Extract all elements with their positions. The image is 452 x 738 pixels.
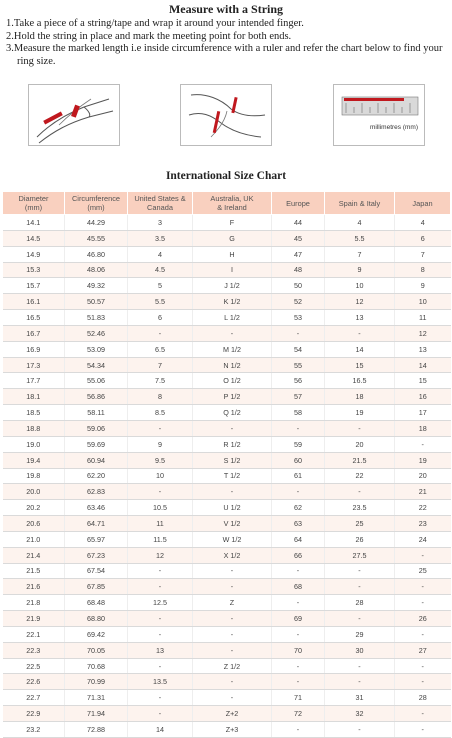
table-cell: 4: [128, 246, 193, 262]
table-cell: 64.71: [65, 516, 128, 532]
table-cell: 25: [325, 516, 395, 532]
table-cell: 44.29: [65, 215, 128, 231]
table-cell: 67.85: [65, 579, 128, 595]
table-cell: 7: [325, 246, 395, 262]
table-cell: 21.8: [3, 595, 65, 611]
table-cell: 13: [325, 310, 395, 326]
table-cell: 11: [395, 310, 451, 326]
size-chart-table: [2, 191, 451, 738]
table-row: [3, 674, 451, 690]
table-cell: 58.11: [65, 405, 128, 421]
table-cell: 63: [272, 516, 325, 532]
table-row: [3, 262, 451, 278]
step-2: 2.Hold the string in place and mark the meeting point for both ends.: [6, 30, 292, 42]
table-cell: 16: [395, 389, 451, 405]
table-cell: 50: [272, 278, 325, 294]
table-cell: 10.5: [128, 500, 193, 516]
table-cell: 70.05: [65, 642, 128, 658]
table-cell: 21.4: [3, 547, 65, 563]
table-cell: 8: [395, 262, 451, 278]
table-cell: -: [128, 563, 193, 579]
table-cell: -: [395, 674, 451, 690]
table-cell: 29: [325, 626, 395, 642]
table-cell: 21.5: [325, 452, 395, 468]
table-cell: 62.20: [65, 468, 128, 484]
table-cell: 60.94: [65, 452, 128, 468]
table-cell: -: [395, 626, 451, 642]
table-cell: 18: [325, 389, 395, 405]
table-cell: -: [272, 325, 325, 341]
table-cell: 44: [272, 215, 325, 231]
table-cell: 68.80: [65, 611, 128, 627]
table-row: [3, 722, 451, 738]
table-row: [3, 642, 451, 658]
table-cell: 4: [395, 215, 451, 231]
table-cell: 53: [272, 310, 325, 326]
table-cell: 9: [325, 262, 395, 278]
table-cell: 28: [325, 595, 395, 611]
table-row: [3, 500, 451, 516]
table-cell: 55.06: [65, 373, 128, 389]
table-cell: 18.8: [3, 420, 65, 436]
table-cell: 46.80: [65, 246, 128, 262]
table-cell: O 1/2: [193, 373, 272, 389]
table-cell: 16.5: [3, 310, 65, 326]
table-row: [3, 341, 451, 357]
table-cell: 4.5: [128, 262, 193, 278]
table-cell: 24: [395, 531, 451, 547]
table-row: [3, 579, 451, 595]
table-cell: -: [128, 706, 193, 722]
table-cell: 22.1: [3, 626, 65, 642]
table-cell: 13.5: [128, 674, 193, 690]
table-cell: 54: [272, 341, 325, 357]
table-cell: -: [325, 484, 395, 500]
table-cell: 12: [395, 325, 451, 341]
table-cell: 11: [128, 516, 193, 532]
table-row: [3, 310, 451, 326]
table-cell: 18.1: [3, 389, 65, 405]
table-cell: 14.5: [3, 230, 65, 246]
column-header: Spain & Italy: [325, 192, 395, 215]
table-cell: 52.46: [65, 325, 128, 341]
table-row: [3, 278, 451, 294]
table-row: [3, 215, 451, 231]
table-cell: -: [128, 658, 193, 674]
table-cell: 20.6: [3, 516, 65, 532]
table-cell: -: [325, 579, 395, 595]
table-cell: 12: [128, 547, 193, 563]
table-cell: 22: [325, 468, 395, 484]
table-cell: -: [272, 722, 325, 738]
table-cell: 65.97: [65, 531, 128, 547]
table-cell: -: [128, 420, 193, 436]
table-cell: Z+2: [193, 706, 272, 722]
table-cell: -: [193, 674, 272, 690]
table-cell: 71.94: [65, 706, 128, 722]
table-row: [3, 468, 451, 484]
table-cell: 69.42: [65, 626, 128, 642]
table-cell: 51.83: [65, 310, 128, 326]
table-cell: 26: [325, 531, 395, 547]
table-cell: 63.46: [65, 500, 128, 516]
table-cell: K 1/2: [193, 294, 272, 310]
table-cell: -: [128, 690, 193, 706]
table-cell: -: [193, 579, 272, 595]
table-cell: 61: [272, 468, 325, 484]
table-cell: 5.5: [325, 230, 395, 246]
table-cell: 21.0: [3, 531, 65, 547]
table-cell: 20: [395, 468, 451, 484]
table-cell: 14: [395, 357, 451, 373]
table-cell: 72.88: [65, 722, 128, 738]
table-cell: 14.1: [3, 215, 65, 231]
table-cell: 20.2: [3, 500, 65, 516]
table-cell: Z+3: [193, 722, 272, 738]
step-1: 1.Take a piece of a string/tape and wrap it around your intended finger.: [6, 18, 304, 29]
table-cell: 8.5: [128, 405, 193, 421]
table-cell: 9.5: [128, 452, 193, 468]
table-cell: J 1/2: [193, 278, 272, 294]
table-cell: -: [193, 325, 272, 341]
table-cell: 48.06: [65, 262, 128, 278]
table-row: [3, 436, 451, 452]
table-cell: 59.69: [65, 436, 128, 452]
table-cell: -: [395, 579, 451, 595]
table-row: [3, 706, 451, 722]
table-cell: 70.68: [65, 658, 128, 674]
table-cell: 6: [395, 230, 451, 246]
table-row: [3, 325, 451, 341]
table-cell: 17.7: [3, 373, 65, 389]
column-header: Australia, UK & Ireland: [193, 192, 272, 215]
table-cell: 70: [272, 642, 325, 658]
table-cell: 14.9: [3, 246, 65, 262]
step-3: 3.Measure the marked length i.e inside circumference with a ruler and refer the chart below to find your: [6, 43, 443, 54]
table-cell: 47: [272, 246, 325, 262]
table-row: [3, 420, 451, 436]
table-cell: 22: [395, 500, 451, 516]
table-cell: 48: [272, 262, 325, 278]
table-cell: I: [193, 262, 272, 278]
table-row: [3, 531, 451, 547]
table-cell: 19.0: [3, 436, 65, 452]
table-cell: 15: [325, 357, 395, 373]
table-cell: -: [325, 658, 395, 674]
table-row: [3, 516, 451, 532]
ruler-label: millimetres (mm): [369, 124, 419, 131]
table-cell: 9: [395, 278, 451, 294]
table-row: [3, 373, 451, 389]
table-cell: 70.99: [65, 674, 128, 690]
table-cell: -: [193, 642, 272, 658]
table-cell: 14: [128, 722, 193, 738]
table-cell: -: [395, 706, 451, 722]
table-cell: -: [272, 563, 325, 579]
table-cell: 55: [272, 357, 325, 373]
table-cell: 62.83: [65, 484, 128, 500]
table-cell: 62: [272, 500, 325, 516]
table-cell: 20: [325, 436, 395, 452]
table-cell: 5: [128, 278, 193, 294]
table-cell: 49.32: [65, 278, 128, 294]
table-cell: 31: [325, 690, 395, 706]
table-row: [3, 405, 451, 421]
column-header: Diameter (mm): [3, 192, 65, 215]
hand-with-string-icon: [29, 85, 119, 145]
table-cell: 19: [395, 452, 451, 468]
table-cell: 45.55: [65, 230, 128, 246]
table-cell: -: [128, 626, 193, 642]
table-cell: -: [395, 658, 451, 674]
size-chart-title: International Size Chart: [165, 170, 287, 182]
ruler-illustration: [333, 84, 425, 146]
table-cell: U 1/2: [193, 500, 272, 516]
table-cell: 18.5: [3, 405, 65, 421]
step-3-continued: ring size.: [17, 55, 56, 67]
table-row: [3, 230, 451, 246]
table-cell: -: [193, 563, 272, 579]
table-cell: -: [325, 563, 395, 579]
table-cell: 15.7: [3, 278, 65, 294]
table-cell: -: [325, 674, 395, 690]
wrap-string-illustration: [28, 84, 120, 146]
table-row: [3, 547, 451, 563]
table-cell: Z: [193, 595, 272, 611]
table-cell: 22.5: [3, 658, 65, 674]
table-cell: 20.0: [3, 484, 65, 500]
table-cell: 11.5: [128, 531, 193, 547]
table-cell: 68: [272, 579, 325, 595]
table-cell: 23.5: [325, 500, 395, 516]
table-cell: 10: [395, 294, 451, 310]
table-cell: -: [193, 420, 272, 436]
table-cell: 3.5: [128, 230, 193, 246]
mark-string-illustration: [180, 84, 272, 146]
table-cell: -: [272, 674, 325, 690]
table-cell: 7: [128, 357, 193, 373]
table-cell: 56.86: [65, 389, 128, 405]
ruler-icon: [334, 85, 424, 145]
column-header: Europe: [272, 192, 325, 215]
table-cell: -: [325, 722, 395, 738]
table-cell: -: [395, 436, 451, 452]
table-cell: -: [325, 325, 395, 341]
table-cell: 18: [395, 420, 451, 436]
table-body: [3, 215, 451, 738]
table-cell: -: [128, 579, 193, 595]
table-cell: -: [128, 325, 193, 341]
table-cell: 27: [395, 642, 451, 658]
table-cell: 19: [325, 405, 395, 421]
table-cell: 59: [272, 436, 325, 452]
table-cell: 5.5: [128, 294, 193, 310]
table-row: [3, 626, 451, 642]
table-cell: 7.5: [128, 373, 193, 389]
table-cell: -: [193, 611, 272, 627]
table-cell: -: [395, 547, 451, 563]
table-row: [3, 389, 451, 405]
table-cell: R 1/2: [193, 436, 272, 452]
table-cell: Q 1/2: [193, 405, 272, 421]
table-cell: 45: [272, 230, 325, 246]
column-header: Circumference (mm): [65, 192, 128, 215]
table-cell: 58: [272, 405, 325, 421]
table-cell: 22.7: [3, 690, 65, 706]
instruction-figures: [0, 84, 452, 148]
table-cell: 22.9: [3, 706, 65, 722]
table-cell: -: [272, 658, 325, 674]
table-cell: X 1/2: [193, 547, 272, 563]
table-cell: -: [128, 484, 193, 500]
table-cell: 10: [325, 278, 395, 294]
table-row: [3, 484, 451, 500]
table-cell: 69: [272, 611, 325, 627]
table-cell: 14: [325, 341, 395, 357]
column-header: Japan: [395, 192, 451, 215]
table-cell: 57: [272, 389, 325, 405]
table-cell: -: [272, 484, 325, 500]
table-cell: 53.09: [65, 341, 128, 357]
table-cell: -: [272, 420, 325, 436]
table-cell: -: [193, 484, 272, 500]
column-header: United States & Canada: [128, 192, 193, 215]
fingers-holding-string-icon: [181, 85, 271, 145]
table-cell: G: [193, 230, 272, 246]
table-cell: 17.3: [3, 357, 65, 373]
table-cell: 6: [128, 310, 193, 326]
table-cell: 10: [128, 468, 193, 484]
table-cell: 21.9: [3, 611, 65, 627]
table-cell: 13: [395, 341, 451, 357]
table-cell: Z 1/2: [193, 658, 272, 674]
table-cell: 54.34: [65, 357, 128, 373]
table-cell: 8: [128, 389, 193, 405]
table-cell: 32: [325, 706, 395, 722]
table-cell: H: [193, 246, 272, 262]
table-cell: N 1/2: [193, 357, 272, 373]
instructions: [6, 18, 452, 68]
table-cell: 16.5: [325, 373, 395, 389]
table-cell: 21.5: [3, 563, 65, 579]
table-cell: 15: [395, 373, 451, 389]
table-cell: 12.5: [128, 595, 193, 611]
table-cell: 67.54: [65, 563, 128, 579]
table-cell: 25: [395, 563, 451, 579]
table-cell: 19.8: [3, 468, 65, 484]
table-cell: 72: [272, 706, 325, 722]
table-cell: L 1/2: [193, 310, 272, 326]
table-cell: 7: [395, 246, 451, 262]
table-row: [3, 294, 451, 310]
table-cell: -: [193, 626, 272, 642]
table-cell: 67.23: [65, 547, 128, 563]
table-cell: 50.57: [65, 294, 128, 310]
table-cell: 16.1: [3, 294, 65, 310]
table-cell: 13: [128, 642, 193, 658]
table-cell: M 1/2: [193, 341, 272, 357]
table-cell: -: [325, 611, 395, 627]
table-cell: 52: [272, 294, 325, 310]
table-row: [3, 690, 451, 706]
table-row: [3, 658, 451, 674]
table-cell: 23: [395, 516, 451, 532]
table-cell: 27.5: [325, 547, 395, 563]
table-cell: 71.31: [65, 690, 128, 706]
table-cell: 26: [395, 611, 451, 627]
table-cell: 15.3: [3, 262, 65, 278]
table-cell: 3: [128, 215, 193, 231]
table-cell: -: [128, 611, 193, 627]
table-cell: 66: [272, 547, 325, 563]
table-row: [3, 595, 451, 611]
table-header-row: [3, 192, 451, 215]
table-cell: 59.06: [65, 420, 128, 436]
table-cell: 64: [272, 531, 325, 547]
table-cell: 6.5: [128, 341, 193, 357]
table-cell: -: [395, 595, 451, 611]
table-row: [3, 357, 451, 373]
page-title: Measure with a String: [168, 2, 284, 16]
table-cell: T 1/2: [193, 468, 272, 484]
table-cell: 22.6: [3, 674, 65, 690]
table-cell: P 1/2: [193, 389, 272, 405]
table-cell: -: [272, 626, 325, 642]
table-cell: 19.4: [3, 452, 65, 468]
table-cell: 60: [272, 452, 325, 468]
table-row: [3, 452, 451, 468]
table-cell: -: [395, 722, 451, 738]
table-cell: -: [325, 420, 395, 436]
table-cell: -: [193, 690, 272, 706]
table-row: [3, 563, 451, 579]
table-cell: 22.3: [3, 642, 65, 658]
table-cell: 17: [395, 405, 451, 421]
table-cell: 16.9: [3, 341, 65, 357]
table-cell: 68.48: [65, 595, 128, 611]
table-cell: 23.2: [3, 722, 65, 738]
table-cell: 56: [272, 373, 325, 389]
table-cell: 21.6: [3, 579, 65, 595]
table-cell: 21: [395, 484, 451, 500]
table-cell: S 1/2: [193, 452, 272, 468]
table-cell: 16.7: [3, 325, 65, 341]
table-cell: V 1/2: [193, 516, 272, 532]
table-cell: 28: [395, 690, 451, 706]
table-row: [3, 246, 451, 262]
table-cell: F: [193, 215, 272, 231]
table-cell: W 1/2: [193, 531, 272, 547]
table-cell: 30: [325, 642, 395, 658]
table-cell: 12: [325, 294, 395, 310]
table-cell: 4: [325, 215, 395, 231]
table-cell: 71: [272, 690, 325, 706]
table-cell: -: [272, 595, 325, 611]
table-row: [3, 611, 451, 627]
table-cell: 9: [128, 436, 193, 452]
